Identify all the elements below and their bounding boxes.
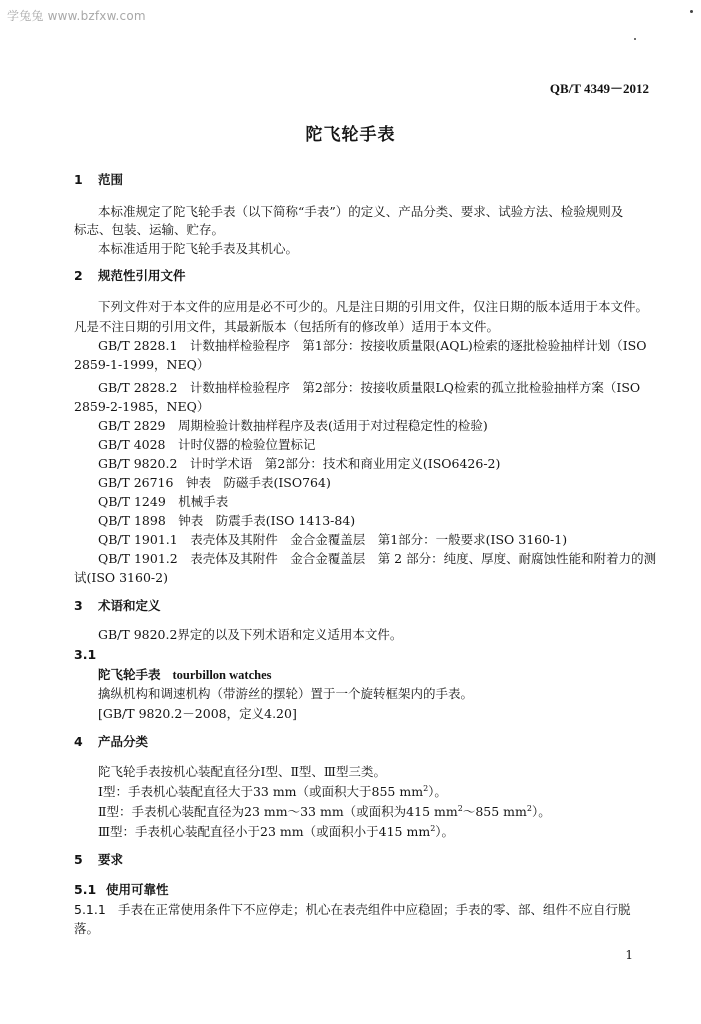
ref-item: GB/T 26716 钟表 防磁手表(ISO764)	[98, 475, 331, 490]
superscript: 2	[526, 803, 532, 813]
section-3-heading	[74, 598, 161, 614]
terms-intro: GB/T 9820.2界定的以及下列术语和定义适用本文件。	[98, 627, 403, 642]
type-3-text: Ⅲ型：手表机心装配直径小于23 mm（或面积小于415 mm	[98, 824, 431, 839]
ref-item: QB/T 1249 机械手表	[98, 494, 229, 509]
scan-speck	[690, 10, 693, 13]
ref-item: GB/T 2828.2 计数抽样检验程序 第2部分：按接收质量限LQ检索的孤立批检验抽样方案（ISO	[98, 380, 641, 395]
watermark: 学兔兔 www.bzfxw.com	[7, 9, 146, 23]
section-title: 规范性引用文件	[98, 268, 186, 283]
section-title: 产品分类	[98, 734, 149, 749]
item-number: 5.1.1	[74, 902, 106, 917]
classification-intro: 陀飞轮手表按机心装配直径分Ⅰ型、Ⅱ型、Ⅲ型三类。	[98, 764, 386, 779]
ref-item: QB/T 1898 钟表 防震手表(ISO 1413-84)	[98, 513, 356, 528]
ref-item: GB/T 4028 计时仪器的检验位置标记	[98, 437, 316, 452]
ref-item-cont: 2859-2-1985，NEQ）	[74, 399, 210, 414]
document-title: 陀飞轮手表	[305, 125, 396, 145]
section-4-heading	[74, 734, 148, 750]
scan-speck	[634, 38, 636, 40]
scope-para-1b: 标志、包装、运输、贮存。	[74, 222, 225, 237]
scope-para-2: 本标准适用于陀飞轮手表及其机心。	[98, 241, 299, 256]
superscript: 2	[457, 803, 463, 813]
section-number: 3	[74, 598, 83, 613]
ref-item-cont: 2859-1-1999，NEQ）	[74, 357, 210, 372]
superscript: 2	[430, 823, 436, 833]
type-2-line	[98, 804, 551, 820]
type-3-end: ）。	[435, 824, 455, 839]
section-number: 4	[74, 734, 83, 749]
type-1-line	[98, 784, 447, 800]
section-number: 2	[74, 268, 83, 283]
ref-item: GB/T 2829 周期检验计数抽样程序及表(适用于对过程稳定性的检验)	[98, 418, 488, 433]
type-1-text: Ⅰ型：手表机心装配直径大于33 mm（或面积大于855 mm	[98, 784, 424, 799]
term-line	[98, 667, 271, 683]
type-1-end: ）。	[428, 784, 447, 799]
type-3-line	[98, 824, 454, 840]
refs-intro-a: 下列文件对于本文件的应用是必不可少的。凡是注日期的引用文件，仅注日期的版本适用于本文件。	[98, 299, 649, 314]
standard-number: QB/T 4349－2012	[549, 81, 649, 96]
term-chinese: 陀飞轮手表	[98, 667, 161, 682]
type-2-text: Ⅱ型：手表机心装配直径为23 mm～33 mm（或面积为415 mm	[98, 804, 458, 819]
section-2-heading	[74, 268, 186, 284]
type-2-end: ）。	[531, 804, 551, 819]
section-number: 1	[74, 172, 83, 187]
subsection-title: 使用可靠性	[106, 882, 169, 897]
section-number: 5	[74, 852, 83, 867]
term-english: tourbillon watches	[172, 668, 272, 682]
type-2-range: ～855 mm	[462, 804, 527, 819]
term-source: [GB/T 9820.2－2008，定义4.20]	[98, 706, 297, 721]
subsection-number: 5.1	[74, 882, 97, 897]
superscript: 2	[423, 783, 429, 793]
ref-item: QB/T 1901.1 表壳体及其附件 金合金覆盖层 第1部分：一般要求(ISO 3160-1)	[98, 532, 568, 547]
ref-item: GB/T 9820.2 计时学术语 第2部分：技术和商业用定义(ISO6426-2)	[98, 456, 501, 471]
section-title: 要求	[98, 852, 124, 867]
item-text: 手表在正常使用条件下不应停走；机心在表壳组件中应稳固；手表的零、部、组件不应自行脱	[118, 902, 631, 917]
ref-item-cont: 试(ISO 3160-2)	[74, 570, 168, 585]
page-number: 1	[625, 948, 633, 962]
section-5-heading	[74, 852, 123, 868]
section-title: 术语和定义	[98, 598, 161, 613]
term-definition: 擒纵机构和调速机构（带游丝的摆轮）置于一个旋转框架内的手表。	[98, 686, 474, 701]
ref-item: QB/T 1901.2 表壳体及其附件 金合金覆盖层 第 2 部分：纯度、厚度、耐腐蚀性能和附着力的测	[98, 551, 657, 566]
item-5-1-1-cont: 落。	[74, 921, 100, 936]
item-5-1-1	[74, 902, 631, 918]
section-1-heading	[74, 172, 123, 188]
subsection-heading	[74, 882, 169, 898]
scope-para-1a: 本标准规定了陀飞轮手表（以下简称“手表”）的定义、产品分类、要求、试验方法、检验规则及	[98, 204, 624, 219]
section-title: 范围	[98, 172, 124, 187]
ref-item: GB/T 2828.1 计数抽样检验程序 第1部分：按接收质量限(AQL)检索的逐批检验抽样计划（ISO	[98, 338, 647, 353]
refs-intro-b: 凡是不注日期的引用文件，其最新版本（包括所有的修改单）适用于本文件。	[74, 319, 500, 334]
clause-number: 3.1	[74, 647, 97, 662]
